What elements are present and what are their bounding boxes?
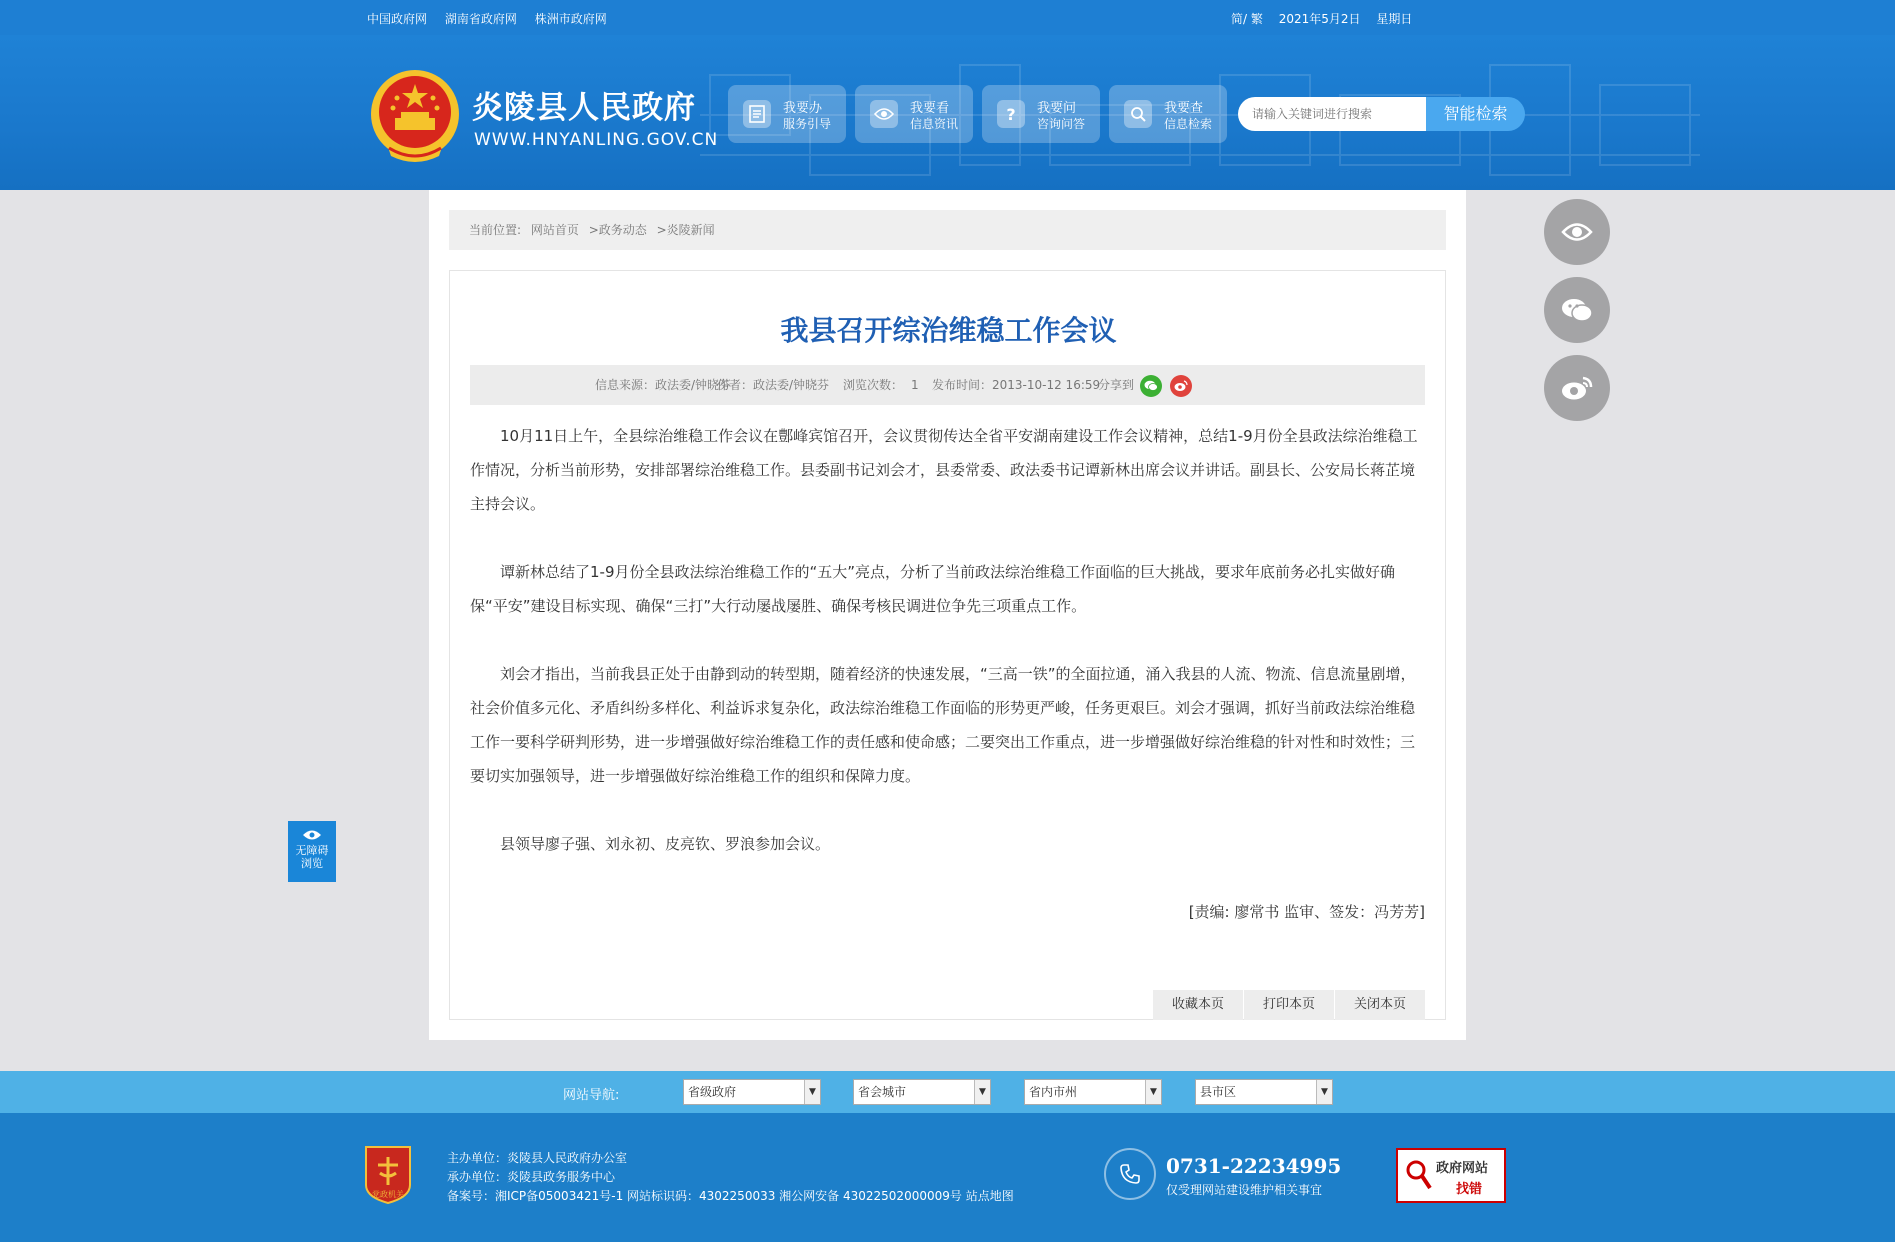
footer-record[interactable]: 备案号：湘ICP备05003421号-1 网站标识码：4302250033 湘公网安备 43022502000009号 站点地图: [447, 1189, 1014, 1203]
nav-label: 我要办: [783, 101, 823, 116]
breadcrumb-home[interactable]: 网站首页: [530, 223, 579, 237]
select-provincial-capitals[interactable]: [853, 1079, 991, 1105]
article-title: 我县召开综治维稳工作会议: [780, 314, 1117, 347]
weibo-share-icon[interactable]: [1170, 375, 1192, 397]
site-footer: [0, 1113, 1895, 1242]
article-meta: [470, 365, 1425, 405]
select-counties[interactable]: [1195, 1079, 1333, 1105]
float-eye-button[interactable]: [1544, 199, 1610, 265]
chevron-down-icon: ▼: [1316, 1080, 1332, 1104]
article-paragraph: 谭新林总结了1-9月份全县政法综治维稳工作的“五大”亮点，分析了当前政法综治维稳工作面临的巨大挑战，要求年底前务必扎实做好确保“平安”建设目标实现、确保“三打”大行动屡战屡胜、确保考核民调进位争先三项重点工作。: [470, 563, 1396, 615]
site-url: WWW.HNYANLING.GOV.CN: [474, 130, 719, 150]
error-report-label-1: 政府网站: [1436, 1161, 1489, 1176]
site-header: [0, 35, 1895, 190]
eye-icon: [1561, 221, 1593, 243]
print-page-button[interactable]: 打印本页: [1244, 990, 1334, 1020]
nav-i-want-to-ask[interactable]: [982, 85, 1100, 143]
gov-site-error-report-button[interactable]: [1396, 1148, 1506, 1203]
select-value: 县市区: [1200, 1085, 1237, 1099]
breadcrumb: [449, 210, 1446, 250]
nav-sublabel: 信息资讯: [910, 117, 959, 131]
national-emblem-icon: [367, 68, 463, 168]
link-central-gov[interactable]: 中国政府网: [367, 12, 428, 26]
breadcrumb-label: 当前位置:: [469, 223, 522, 237]
link-hunan-gov[interactable]: 湖南省政府网: [444, 12, 517, 26]
error-report-label-2: 找错: [1456, 1182, 1483, 1197]
badge-text: 党政机关: [372, 1190, 404, 1199]
site-navigation-bar: [0, 1071, 1895, 1113]
article-paragraph: 刘会才指出，当前我县正处于由静到动的转型期，随着经济的快速发展，“三高一铁”的全面拉通，涌入我县的人流、物流、信息流量剧增，社会价值多元化、矛盾纠纷多样化、利益诉求复杂化，政法综治维稳工作面临的形势更严峻，任务更艰巨。刘会才强调，抓好当前政法综治维稳工作一要科学研判形势，进一步增强做好综治维稳工作的责任感和使命感；二要突出工作重点，进一步增强做好综治维稳的针对性和时效性；三要切实加强领导，进一步增强做好综治维稳工作的组织和保障力度。: [470, 665, 1416, 785]
footer-phone-note: 仅受理网站建设维护相关事宜: [1166, 1183, 1323, 1197]
select-cities-in-province[interactable]: [1024, 1079, 1162, 1105]
close-page-button[interactable]: 关闭本页: [1335, 990, 1425, 1020]
question-icon: ?: [997, 100, 1025, 128]
weibo-icon: [1561, 375, 1593, 401]
nav-i-want-to-do[interactable]: [728, 85, 846, 143]
article-paragraph: 县领导廖子强、刘永初、皮亮钦、罗浪参加会议。: [500, 835, 831, 853]
lang-switch[interactable]: 简/ 繁: [1231, 12, 1263, 26]
weekday-text: 星期日: [1376, 12, 1413, 26]
footer-host: 主办单位：炎陵县人民政府办公室: [447, 1151, 628, 1165]
nav-sublabel: 咨询问答: [1037, 117, 1086, 131]
chevron-down-icon: ▼: [1145, 1080, 1161, 1104]
footer-info: [447, 1149, 1014, 1206]
select-value: 省会城市: [858, 1085, 907, 1099]
nav-label: 我要看: [910, 101, 950, 116]
nav-label: 我要查: [1164, 101, 1204, 116]
footer-phone: 0731-22234995: [1166, 1154, 1342, 1178]
breadcrumb-yanling-news[interactable]: >炎陵新闻: [656, 223, 715, 237]
nav-sublabel: 信息检索: [1164, 117, 1213, 131]
article-editor: [责编: 廖常书 监审、签发：冯芳芳]: [1188, 903, 1425, 921]
article-tools: [1152, 990, 1425, 1020]
search-input[interactable]: [1238, 97, 1428, 131]
site-nav-label: 网站导航:: [563, 1088, 620, 1103]
top-bar: [0, 0, 1895, 35]
site-name[interactable]: 炎陵县人民政府: [472, 90, 696, 126]
bookmark-page-button[interactable]: 收藏本页: [1153, 990, 1243, 1020]
date-text: 2021年5月2日: [1278, 12, 1361, 26]
article-body: [470, 419, 1425, 929]
select-value: 省级政府: [688, 1085, 737, 1099]
party-government-badge-icon[interactable]: [362, 1145, 414, 1205]
search-icon: [1124, 100, 1152, 128]
nav-label: 我要问: [1037, 101, 1077, 116]
eye-icon: [302, 829, 322, 841]
search-box: [1238, 97, 1525, 131]
article: [449, 270, 1446, 1020]
magnifier-icon: [1404, 1158, 1432, 1192]
accessibility-label-1: 无障碍: [295, 844, 329, 857]
nav-sublabel: 服务引导: [783, 117, 832, 131]
chevron-down-icon: ▼: [804, 1080, 820, 1104]
accessibility-browse-button[interactable]: [288, 821, 336, 882]
main-content: [429, 190, 1466, 1040]
wechat-icon: [1561, 297, 1593, 323]
smart-search-button[interactable]: 智能检索: [1426, 97, 1525, 131]
meta-source: 信息来源：政法委/钟晓芬: [595, 378, 732, 392]
nav-i-want-to-see[interactable]: [855, 85, 973, 143]
top-right: [1231, 10, 1424, 27]
link-zhuzhou-gov[interactable]: 株洲市政府网: [534, 12, 607, 26]
nav-i-want-to-search[interactable]: [1109, 85, 1227, 143]
meta-published: 发布时间：2013-10-12 16:59: [932, 378, 1101, 392]
select-provincial-gov[interactable]: [683, 1079, 821, 1105]
wechat-share-icon[interactable]: [1140, 375, 1162, 397]
eye-icon: [870, 100, 898, 128]
meta-author: 作者：政法委/钟晓芬: [717, 378, 830, 392]
phone-icon: [1104, 1148, 1156, 1200]
top-links: [367, 10, 621, 27]
meta-views: 浏览次数：: [843, 378, 904, 392]
chevron-down-icon: ▼: [974, 1080, 990, 1104]
float-wechat-button[interactable]: [1544, 277, 1610, 343]
breadcrumb-news-dynamics[interactable]: >政务动态: [588, 223, 647, 237]
footer-organizer: 承办单位：炎陵县政务服务中心: [447, 1170, 616, 1184]
meta-share-label: 分享到: [1098, 378, 1135, 392]
float-weibo-button[interactable]: [1544, 355, 1610, 421]
document-icon: [743, 100, 771, 128]
select-value: 省内市州: [1029, 1085, 1078, 1099]
accessibility-label-2: 浏览: [301, 857, 323, 870]
article-paragraph: 10月11日上午，全县综治维稳工作会议在鄷峰宾馆召开，会议贯彻传达全省平安湖南建设工作会议精神，总结1-9月份全县政法综治维稳工作情况，分析当前形势，安排部署综治维稳工作。县委副书记刘会才，县委常委、政法委书记谭新林出席会议并讲话。副县长、公安局长蒋芷境主持会议。: [470, 427, 1418, 513]
meta-views-count: 1: [911, 378, 919, 392]
